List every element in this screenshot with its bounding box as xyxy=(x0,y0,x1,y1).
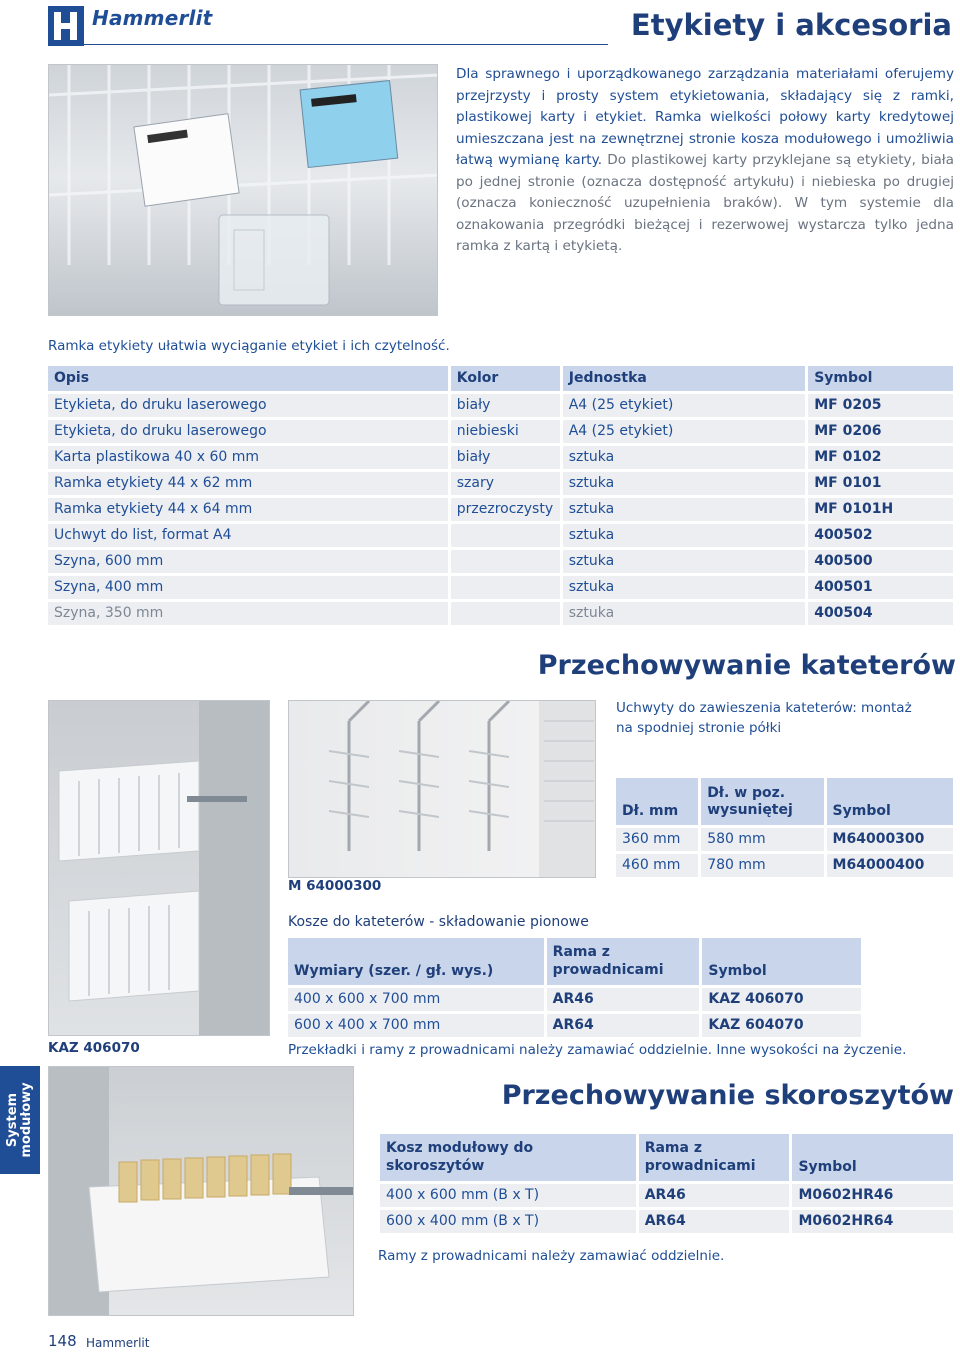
holder-code: M 64000300 xyxy=(288,878,382,894)
basket-table-header xyxy=(288,938,863,986)
table-cell: niebieski xyxy=(449,418,561,444)
folder-basket-photo xyxy=(48,1066,354,1316)
brand-logo-icon xyxy=(48,6,84,46)
footer-brand: Hammerlit xyxy=(86,1336,150,1350)
table-row xyxy=(48,496,955,522)
holder-caption: Uchwyty do zawieszenia kateterów: montaż na spodniej stronie półki xyxy=(616,700,912,736)
table-cell xyxy=(449,548,561,574)
holder-table xyxy=(616,778,956,880)
table-cell: 400502 xyxy=(807,522,955,548)
col-dl: Dł. mm xyxy=(616,778,700,826)
table-cell: sztuka xyxy=(561,470,806,496)
table-cell: 400 x 600 mm (B x T) xyxy=(380,1182,637,1208)
table-cell: 780 mm xyxy=(700,852,825,878)
table-cell: 600 x 400 x 700 mm xyxy=(288,1012,545,1038)
table-cell: AR64 xyxy=(637,1208,791,1234)
catheter-section-title: Przechowywanie kateterów xyxy=(537,650,956,681)
col-rama: Rama z prowadnicami xyxy=(545,938,701,986)
table-cell: A4 (25 etykiet) xyxy=(561,392,806,418)
table-cell: sztuka xyxy=(561,600,806,626)
table-cell: KAZ 604070 xyxy=(701,1012,863,1038)
table-cell: 600 x 400 mm (B x T) xyxy=(380,1208,637,1234)
table-cell: 580 mm xyxy=(700,826,825,852)
col-symbol: Symbol xyxy=(791,1134,955,1182)
brand-name: Hammerlit xyxy=(92,6,213,30)
table-cell: 400504 xyxy=(807,600,955,626)
table-cell: 400 x 600 x 700 mm xyxy=(288,986,545,1012)
table-row xyxy=(380,1208,955,1234)
folders-table xyxy=(380,1134,956,1236)
table-cell: MF 0205 xyxy=(807,392,955,418)
col-symbol: Symbol xyxy=(825,778,954,826)
table-row xyxy=(48,548,955,574)
folders-table-header xyxy=(380,1134,955,1182)
holder-table-header xyxy=(616,778,955,826)
table-cell: MF 0101H xyxy=(807,496,955,522)
label-holder-photo xyxy=(48,64,438,316)
table-row xyxy=(48,392,955,418)
table-cell: MF 0101 xyxy=(807,470,955,496)
table-cell: M0602HR64 xyxy=(791,1208,955,1234)
table-cell: 360 mm xyxy=(616,826,700,852)
table-cell: sztuka xyxy=(561,548,806,574)
table-row xyxy=(48,418,955,444)
table-row xyxy=(380,1182,955,1208)
table-row xyxy=(48,574,955,600)
table-cell: Uchwyt do list, format A4 xyxy=(48,522,449,548)
intro-text xyxy=(456,64,954,258)
table-cell: Ramka etykiety 44 x 64 mm xyxy=(48,496,449,522)
intro-part1: Dla sprawnego i uporządkowanego zarządzania materiałami oferujemy przejrzysty i prosty system etykietowania, składający się z ramki, plastikowej karty i etykiet. Ramka wielkości połowy karty kredytowej umieszczana jest na zewnętrznej stronie kosza modułowego i umożliwia łatwą wymianę karty. xyxy=(456,66,954,168)
table-cell: sztuka xyxy=(561,496,806,522)
table-cell: szary xyxy=(449,470,561,496)
table-cell: KAZ 406070 xyxy=(701,986,863,1012)
table-cell: przezroczysty xyxy=(449,496,561,522)
table-cell: M0602HR46 xyxy=(791,1182,955,1208)
table-cell: MF 0102 xyxy=(807,444,955,470)
table-cell: M64000400 xyxy=(825,852,954,878)
table-row xyxy=(48,600,955,626)
table-cell: 400500 xyxy=(807,548,955,574)
table-cell xyxy=(449,574,561,600)
side-tab xyxy=(0,1066,40,1174)
table-cell: AR46 xyxy=(545,986,701,1012)
col-symbol: Symbol xyxy=(807,366,955,392)
col-kolor: Kolor xyxy=(449,366,561,392)
col-wymiary: Wymiary (szer. / gł. wys.) xyxy=(288,938,545,986)
table-cell: A4 (25 etykiet) xyxy=(561,418,806,444)
table-row xyxy=(288,986,863,1012)
labels-table-header xyxy=(48,366,955,392)
basket-caption: Kosze do kateterów - składowanie pionowe xyxy=(288,914,589,930)
header-rule xyxy=(48,44,608,45)
table-row xyxy=(616,826,955,852)
table-cell: biały xyxy=(449,392,561,418)
page-number: 148 xyxy=(48,1332,77,1350)
table-cell: sztuka xyxy=(561,574,806,600)
labels-table xyxy=(48,366,956,628)
table-cell: 400501 xyxy=(807,574,955,600)
intro-part2: Do plastikowej karty przyklejane są etykiety, biała po jednej stronie (oznacza dostępność artykułu) i niebieska po drugiej (oznacza konieczność uzupełnienia braków). W tym systemie dla oznakowania przegródki bieżącej i rezerwowej wystarcza tylko jedna ramka z kartą i etykietą. xyxy=(456,152,955,254)
catheter-note: Przekładki i ramy z prowadnicami należy zamawiać oddzielnie. Inne wysokości na życzenie. xyxy=(288,1042,907,1058)
basket-code: KAZ 406070 xyxy=(48,1040,140,1056)
side-tab-line1: System xyxy=(5,1092,20,1148)
table-cell: Etykieta, do druku laserowego xyxy=(48,392,449,418)
table-row xyxy=(48,522,955,548)
col-rama: Rama z prowadnicami xyxy=(637,1134,791,1182)
table-cell: AR46 xyxy=(637,1182,791,1208)
table-cell: Szyna, 400 mm xyxy=(48,574,449,600)
catheter-holder-photo xyxy=(288,700,596,878)
folders-section-title: Przechowywanie skoroszytów xyxy=(501,1080,954,1111)
table-cell: AR64 xyxy=(545,1012,701,1038)
col-kosz: Kosz modułowy do skoroszytów xyxy=(380,1134,637,1182)
table-cell: sztuka xyxy=(561,522,806,548)
table-cell: 460 mm xyxy=(616,852,700,878)
page-title: Etykiety i akcesoria xyxy=(630,8,952,42)
side-tab-line2: modułowy xyxy=(19,1082,34,1158)
basket-table xyxy=(288,938,864,1040)
table-cell: Ramka etykiety 44 x 62 mm xyxy=(48,470,449,496)
col-opis: Opis xyxy=(48,366,449,392)
table-cell: Etykieta, do druku laserowego xyxy=(48,418,449,444)
table-cell: Karta plastikowa 40 x 60 mm xyxy=(48,444,449,470)
table-cell: biały xyxy=(449,444,561,470)
folders-note: Ramy z prowadnicami należy zamawiać oddzielnie. xyxy=(378,1248,725,1264)
col-symbol: Symbol xyxy=(701,938,863,986)
table-cell: Szyna, 350 mm xyxy=(48,600,449,626)
table-cell: Szyna, 600 mm xyxy=(48,548,449,574)
table-row xyxy=(288,1012,863,1038)
table-cell: M64000300 xyxy=(825,826,954,852)
catheter-basket-photo xyxy=(48,700,270,1036)
table-cell xyxy=(449,522,561,548)
table-cell xyxy=(449,600,561,626)
col-jednostka: Jednostka xyxy=(561,366,806,392)
table-row xyxy=(48,444,955,470)
table-row xyxy=(48,470,955,496)
table-cell: MF 0206 xyxy=(807,418,955,444)
labels-caption: Ramka etykiety ułatwia wyciąganie etykiet i ich czytelność. xyxy=(48,338,450,354)
col-dl-wysunietej: Dł. w poz. wysuniętej xyxy=(700,778,825,826)
table-row xyxy=(616,852,955,878)
table-cell: sztuka xyxy=(561,444,806,470)
